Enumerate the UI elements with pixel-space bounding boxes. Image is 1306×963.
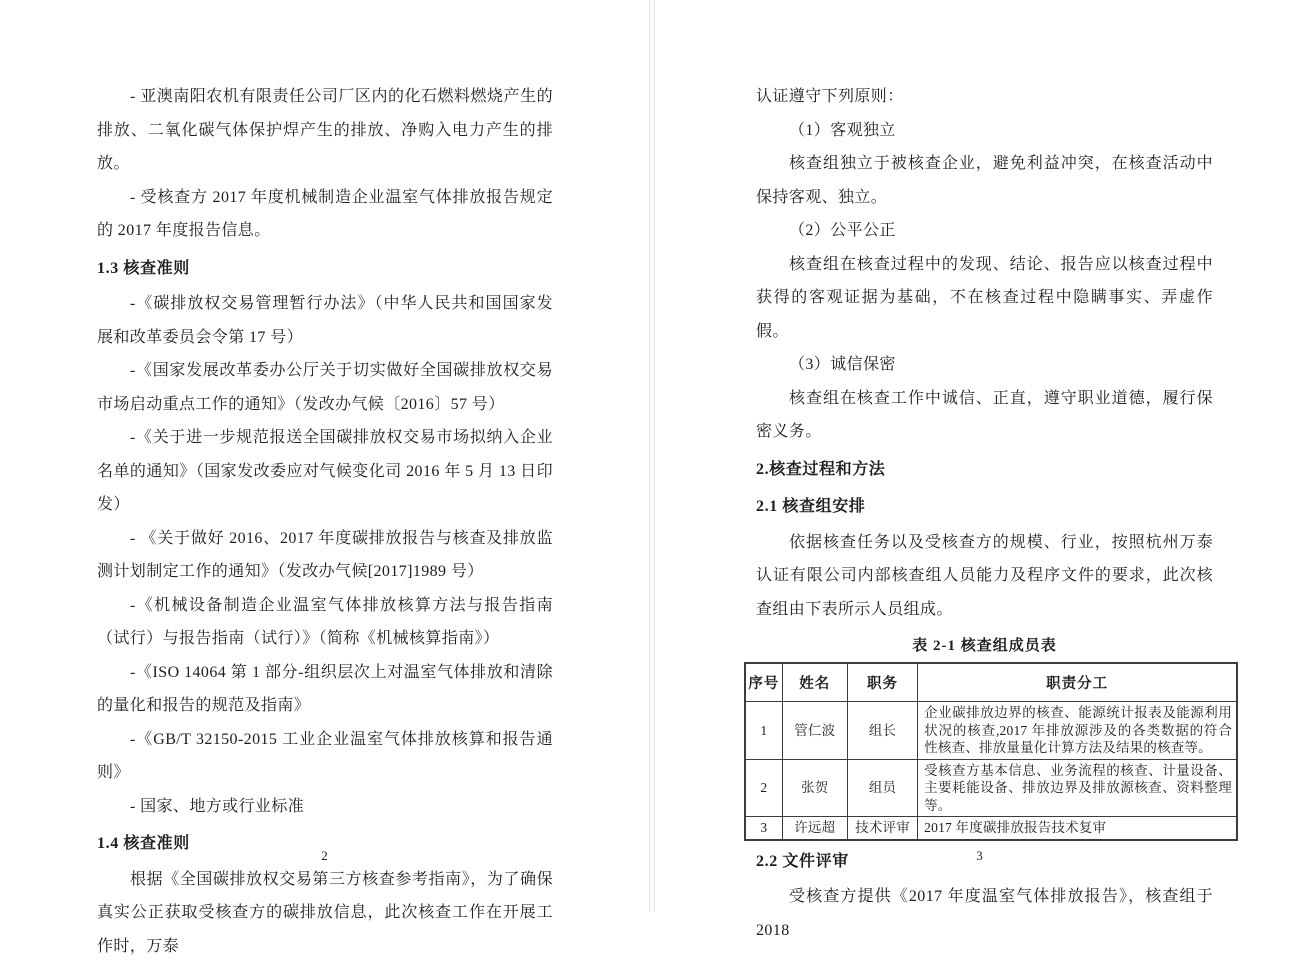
paragraph: - 受核查方 2017 年度机械制造企业温室气体排放报告规定的 2017 年度报告信息。 (97, 181, 553, 248)
paragraph: （3）诚信保密 (756, 348, 1213, 382)
paragraph: -《国家发展改革委办公厅关于切实做好全国碳排放权交易市场启动重点工作的通知》（发改办气候〔2016〕57 号） (97, 354, 553, 421)
section-heading: 2.2 文件评审 (756, 845, 1213, 879)
table-cell: 3 (745, 817, 782, 840)
document-page-2 (0, 0, 650, 912)
table-cell: 组员 (847, 759, 917, 817)
paragraph: -《机械设备制造企业温室气体排放核算方法与报告指南（试行）与报告指南（试行）》（简称《机械核算指南》） (97, 589, 553, 656)
table-header-cell: 职责分工 (918, 663, 1237, 702)
table-header-cell: 序号 (745, 663, 782, 702)
table-cell: 技术评审 (847, 817, 917, 840)
table-cell: 1 (745, 702, 782, 760)
table-caption: 表 2-1 核查组成员表 (756, 634, 1213, 658)
duty-cell: 企业碳排放边界的核查、能源统计报表及能源利用状况的核查,2017 年排放源涉及的各类数据的符合性核查、排放量量化计算方法及结果的核查等。 (918, 702, 1237, 760)
paragraph: - 国家、地方或行业标准 (97, 790, 553, 824)
table-row (745, 817, 1237, 840)
duty-cell: 2017 年度碳排放报告技术复审 (918, 817, 1237, 840)
table-cell: 组长 (847, 702, 917, 760)
table-cell: 管仁波 (782, 702, 847, 760)
page-number-2: 2 (0, 848, 649, 864)
section-heading: 2.1 核查组安排 (756, 490, 1213, 524)
duty-cell: 受核查方基本信息、业务流程的核查、计量设备、主要耗能设备、排放边界及排放源核查、资料整理等。 (918, 759, 1237, 817)
paragraph: 根据《全国碳排放权交易第三方核查参考指南》，为了确保真实公正获取受核查方的碳排放信息，此次核查工作在开展工作时，万泰 (97, 863, 553, 963)
paragraph: 认证遵守下列原则： (756, 80, 1213, 114)
table-header-cell: 姓名 (782, 663, 847, 702)
paragraph: 核查组在核查工作中诚信、正直，遵守职业道德，履行保密义务。 (756, 382, 1213, 449)
table-row (745, 759, 1237, 817)
paragraph: （2）公平公正 (756, 214, 1213, 248)
table-header-row (745, 663, 1237, 702)
table-cell: 2 (745, 759, 782, 817)
table-header-cell: 职务 (847, 663, 917, 702)
table-cell: 许远超 (782, 817, 847, 840)
section-heading: 1.3 核查准则 (97, 252, 553, 286)
paragraph: 依据核查任务以及受核查方的规模、行业，按照杭州万泰认证有限公司内部核查组人员能力及程序文件的要求，此次核查组由下表所示人员组成。 (756, 526, 1213, 627)
paragraph: 受核查方提供《2017 年度温室气体排放报告》，核查组于 2018 (756, 880, 1213, 947)
paragraph: - 《关于做好 2016、2017 年度碳排放报告与核查及排放监测计划制定工作的通知》（发改办气候[2017]1989 号） (97, 522, 553, 589)
document-page-3 (654, 0, 1304, 912)
paragraph: 核查组在核查过程中的发现、结论、报告应以核查过程中获得的客观证据为基础，不在核查过程中隐瞒事实、弄虚作假。 (756, 248, 1213, 349)
page-number-3: 3 (655, 848, 1304, 864)
paragraph: -《GB/T 32150-2015 工业企业温室气体排放核算和报告通则》 (97, 723, 553, 790)
section-heading: 2.核查过程和方法 (756, 453, 1213, 487)
paragraph: - 亚澳南阳农机有限责任公司厂区内的化石燃料燃烧产生的排放、二氧化碳气体保护焊产生的排放、净购入电力产生的排放。 (97, 80, 553, 181)
paragraph: -《关于进一步规范报送全国碳排放权交易市场拟纳入企业名单的通知》（国家发改委应对气候变化司 2016 年 5 月 13 日印发） (97, 421, 553, 522)
paragraph: -《碳排放权交易管理暂行办法》（中华人民共和国国家发展和改革委员会令第 17 号） (97, 287, 553, 354)
paragraph: 核查组独立于被核查企业，避免利益冲突，在核查活动中保持客观、独立。 (756, 147, 1213, 214)
paragraph: -《ISO 14064 第 1 部分-组织层次上对温室气体排放和清除的量化和报告的规范及指南》 (97, 656, 553, 723)
paragraph: （1）客观独立 (756, 114, 1213, 148)
section-heading: 1.4 核查准则 (97, 827, 553, 861)
verification-team-table (744, 662, 1238, 841)
table-cell: 张贺 (782, 759, 847, 817)
page-2-content (97, 0, 553, 963)
table-row (745, 702, 1237, 760)
page-3-content (756, 0, 1213, 947)
